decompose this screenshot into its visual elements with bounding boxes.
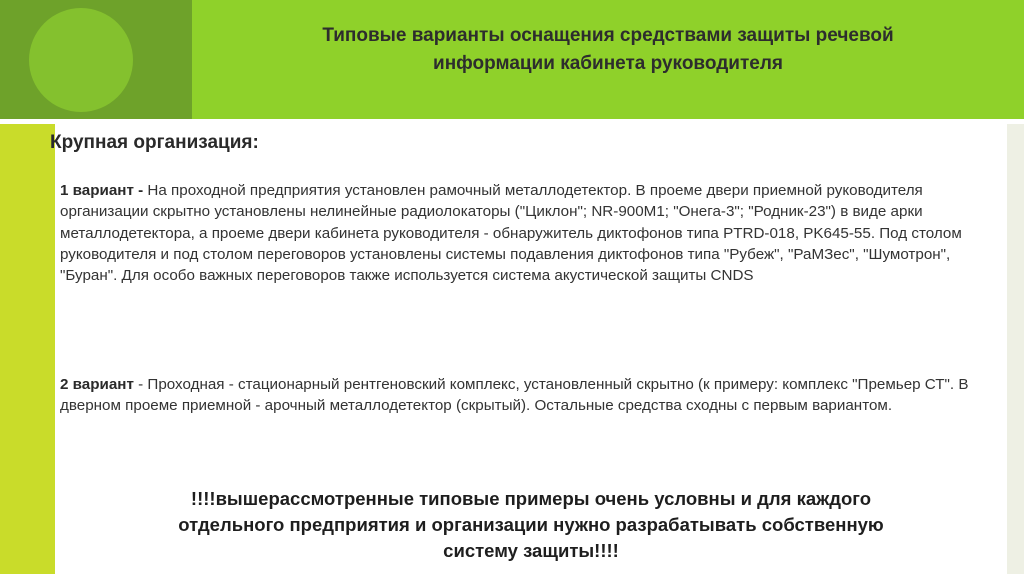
variant-1-text: На проходной предприятия установлен рамочный металлодетектор. В проеме двери приемной руководителя организации скрытно установлены нелинейные радиолокаторы ("Циклон"; NR-900M1; "Онега-3"; "Родник-23") в виде арки металлодетектора, а проеме двери кабинета руководителя - обнаружитель диктофонов типа PTRD-018, PK645-55. Под столом руководителя и под столом переговоров установлены системы подавления диктофонов типа "Рубеж", "РаМЗес", "Шумотрон", "Буран". Для особо важных переговоров также используется система акустической защиты CNDS [60, 182, 962, 285]
slide-title [192, 22, 1024, 78]
title-line-2: информации кабинета руководителя [433, 53, 783, 74]
variant-1-label: 1 вариант [60, 182, 134, 199]
variant-2-label: 2 вариант [60, 376, 134, 393]
left-accent-strip [0, 124, 55, 574]
conclusion-note [55, 486, 1007, 564]
variant-1-paragraph [60, 180, 1000, 286]
variant-2-text: Проходная - стационарный рентгеновский комплекс, установленный скрытно (к примеру: комплекс "Премьер СТ". В дверном проеме приемной - арочный металлодетектор (скрытый). Остальные средства сходны с первым вариантом. [60, 376, 969, 415]
conclusion-line-3: систему защиты!!!! [443, 540, 619, 561]
decorative-circle [29, 8, 133, 112]
variant-2-separator: - [133, 376, 148, 393]
right-accent-bar [1007, 124, 1024, 574]
variant-2-paragraph [60, 374, 1000, 417]
conclusion-line-2: отдельного предприятия и организации нужно разрабатывать собственную [178, 514, 884, 535]
conclusion-line-1: !!!!вышерассмотренные типовые примеры очень условны и для каждого [190, 488, 872, 509]
variant-1-separator: - [133, 182, 148, 199]
title-line-1: Типовые варианты оснащения средствами защиты речевой [322, 25, 894, 46]
section-subtitle: Крупная организация: [50, 132, 259, 153]
